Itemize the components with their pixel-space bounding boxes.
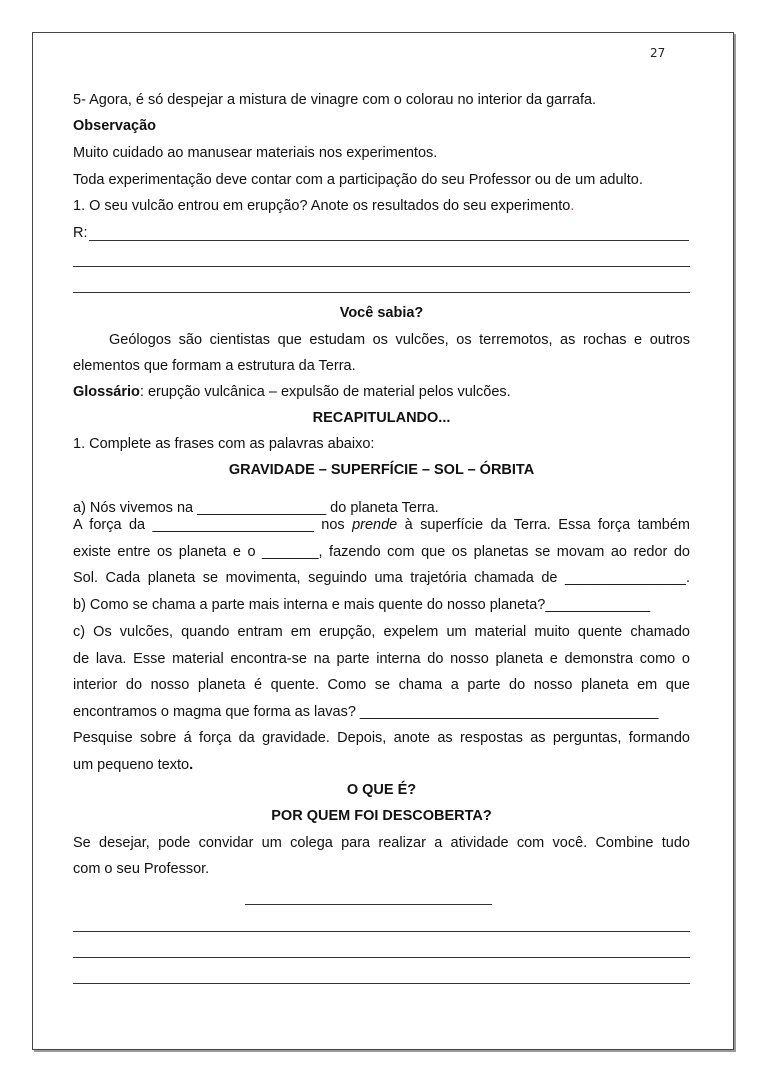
o-que-e-heading: O QUE É?: [346, 782, 417, 798]
desejar-1: Se desejar, pode convidar um colega para realizar a atividade com você. Combine tudo: [73, 835, 690, 851]
glossary-label: Glossário: [73, 384, 140, 400]
item-c-1: c) Os vulcões, quando entram em erupção, expelem um material muito quente chamado: [73, 624, 690, 640]
question-1: [73, 197, 690, 215]
pesquise-2-text: um pequeno texto: [73, 757, 190, 773]
question-1-text: 1. O seu vulcão entrou em erupção? Anote os resultados do seu experimento: [73, 198, 571, 214]
forca-post: à superfície da Terra. Essa força também: [397, 517, 690, 533]
forca-pre: A força da ____________________ nos: [73, 517, 353, 533]
observation-1: Muito cuidado ao manusear materiais nos experimentos.: [73, 145, 438, 161]
glossary: [73, 383, 690, 401]
voce-sabia-heading: Você sabia?: [339, 305, 424, 321]
page-number: 27: [650, 46, 666, 60]
title-line[interactable]: [245, 904, 492, 905]
step-5: 5- Agora, é só despejar a mistura de vinagre com o colorau no interior da garrafa.: [73, 92, 597, 108]
complete-instruction: 1. Complete as frases com as palavras abaixo:: [73, 436, 375, 452]
voce-sabia-text-1: Geólogos são cientistas que estudam os vulcões, os terremotos, as rochas e outros: [109, 332, 690, 348]
pesquise-2-dot: .: [189, 757, 194, 773]
answer-line-1[interactable]: [89, 240, 689, 241]
text-line-3[interactable]: [73, 983, 690, 984]
forca-italic: prende: [352, 517, 398, 533]
item-c-4: encontramos o magma que forma as lavas? _____________________________________: [73, 704, 659, 720]
answer-label: R:: [73, 225, 88, 241]
recap-heading: RECAPITULANDO...: [312, 410, 451, 426]
item-c-2: de lava. Esse material encontra-se na parte interna do nosso planeta e demonstra como o: [73, 651, 690, 667]
pesquise-2: [73, 756, 690, 774]
item-b: b) Como se chama a parte mais interna e mais quente do nosso planeta?_____________: [73, 597, 651, 613]
answer-line-2[interactable]: [73, 266, 690, 267]
text-line-1[interactable]: [73, 931, 690, 932]
observation-2: Toda experimentação deve contar com a participação do seu Professor ou de um adulto.: [73, 172, 643, 188]
text-line-2[interactable]: [73, 957, 690, 958]
item-a: a) Nós vivemos na ________________ do planeta Terra.: [73, 500, 439, 516]
forca-line: [73, 516, 690, 534]
item-c-3: interior do nosso planeta é quente. Como se chama a parte do nosso planeta em que: [73, 677, 690, 693]
sol-line: Sol. Cada planeta se movimenta, seguindo uma trajetória chamada de _______________.: [73, 570, 690, 586]
word-bank: GRAVIDADE – SUPERFÍCIE – SOL – ÓRBITA: [228, 462, 535, 478]
desejar-2: com o seu Professor.: [73, 861, 210, 877]
observation-heading: Observação: [73, 118, 157, 134]
pesquise-1: Pesquise sobre á força da gravidade. Depois, anote as respostas as perguntas, formando: [73, 730, 690, 746]
glossary-text: : erupção vulcânica – expulsão de material pelos vulcões.: [139, 384, 511, 400]
answer-line-3[interactable]: [73, 292, 690, 293]
voce-sabia-text-2: elementos que formam a estrutura da Terra.: [73, 358, 356, 374]
por-quem-heading: POR QUEM FOI DESCOBERTA?: [271, 808, 492, 824]
question-1-dot: .: [570, 198, 575, 214]
existe-line: existe entre os planeta e o _______, fazendo com que os planetas se movam ao redor do: [73, 544, 690, 560]
